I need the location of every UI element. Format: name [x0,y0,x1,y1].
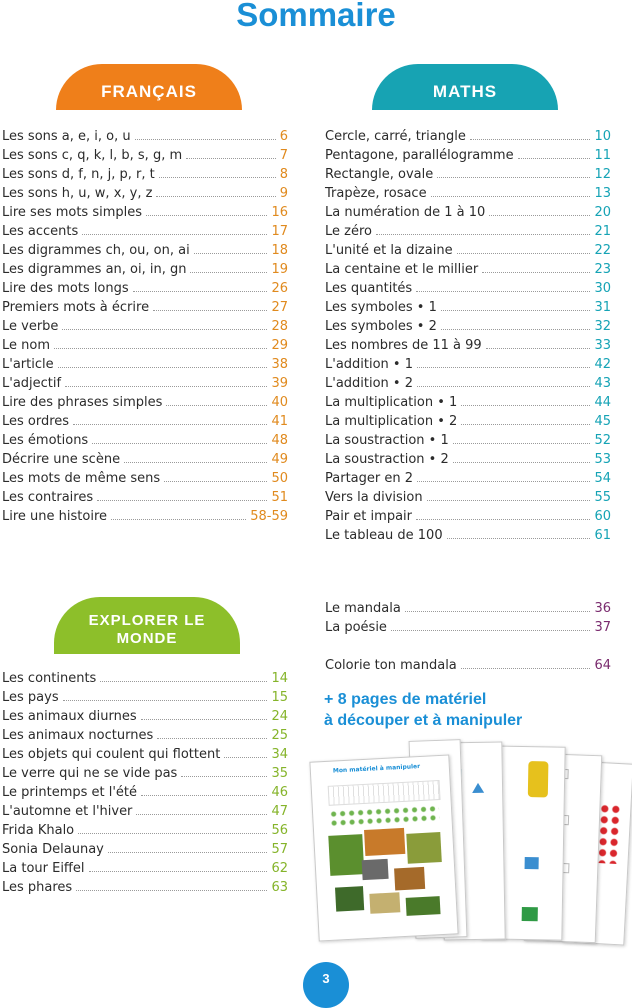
toc-entry-page: 25 [271,728,288,743]
toc-entry-page: 24 [271,709,288,724]
toc-leader-dots [135,139,276,140]
toc-leader-dots [108,852,268,853]
toc-leader-dots [141,795,267,796]
toc-entry-label: Frida Khalo [2,823,75,838]
toc-entry [2,800,288,819]
toc-entry-label: Les objets qui coulent qui flottent [2,747,221,762]
toc-entry [325,372,611,391]
toc-entry [2,201,288,220]
toc-entry-label: La numération de 1 à 10 [325,205,486,220]
toc-entry-page: 17 [271,224,288,239]
toc-entry-label: Cercle, carré, triangle [325,129,466,144]
toc-entry [2,296,288,315]
toc-entry-page: 60 [594,509,611,524]
toc-leader-dots [447,538,591,539]
toc-leader-dots [431,196,591,197]
toc-entry [2,410,288,429]
toc-entry-label: Partager en 2 [325,471,413,486]
toc-entry-page: 51 [271,490,288,505]
toc-entry-label: La multiplication • 2 [325,414,458,429]
toc-entry [2,372,288,391]
toc-entry-label: Lire des mots longs [2,281,129,296]
toc-entry-label: La multiplication • 1 [325,395,458,410]
toc-entry-page: 49 [271,452,288,467]
toc-leader-dots [164,481,267,482]
toc-entry-label: Les symboles • 2 [325,319,437,334]
toc-entry-label: L'automne et l'hiver [2,804,133,819]
toc-leader-dots [111,519,246,520]
toc-leader-dots [181,776,267,777]
toc-entry-page: 28 [271,319,288,334]
toc-leader-dots [453,462,591,463]
toc-entry-label: La poésie [325,620,387,635]
toc-entry [2,838,288,857]
toc-entry [325,391,611,410]
toc-entry-page: 27 [271,300,288,315]
toc-entry [325,616,611,635]
toc-leader-dots [190,272,267,273]
toc-entry-label: Le zéro [325,224,372,239]
toc-entry-label: Les animaux nocturnes [2,728,154,743]
toc-entry [2,220,288,239]
toc-entry-label: Les animaux diurnes [2,709,137,724]
toc-leader-dots [76,890,267,891]
toc-leader-dots [441,310,591,311]
toc-entry [2,163,288,182]
extra-material-note [324,689,624,731]
toc-entry [325,220,611,239]
toc-leader-dots [405,611,591,612]
toc-entry-page: 13 [594,186,611,201]
toc-entry-label: Décrire une scène [2,452,121,467]
toc-entry-page: 29 [271,338,288,353]
toc-leader-dots [73,424,267,425]
toc-entry-page: 38 [271,357,288,372]
toc-entry [2,144,288,163]
toc-entry-label: Lire des phrases simples [2,395,163,410]
toc-leader-dots [157,738,267,739]
toc-entry [2,391,288,410]
toc-entry [325,410,611,429]
toc-entry-label: La tour Eiffel [2,861,85,876]
toc-misc [325,597,611,635]
toc-entry [325,334,611,353]
toc-leader-dots [124,462,267,463]
toc-entry-label: Vers la division [325,490,423,505]
toc-entry-label: La centaine et le millier [325,262,479,277]
toc-leader-dots [166,405,267,406]
toc-entry-label: Les sons a, e, i, o, u [2,129,131,144]
toc-entry [325,486,611,505]
toc-entry-page: 33 [594,338,611,353]
toc-entry-label: Le mandala [325,601,401,616]
toc-entry-label: Les sons h, u, w, x, y, z [2,186,153,201]
toc-entry [325,597,611,616]
toc-leader-dots [376,234,590,235]
toc-entry-label: Trapèze, rosace [325,186,427,201]
toc-entry-label: Le printemps et l'été [2,785,138,800]
sheet-front [309,754,458,941]
toc-leader-dots [133,291,268,292]
toc-leader-dots [141,719,268,720]
toc-entry-page: 15 [271,690,288,705]
toc-entry-page: 20 [594,205,611,220]
toc-entry-page: 21 [594,224,611,239]
toc-entry-label: L'adjectif [2,376,62,391]
toc-entry-label: L'addition • 2 [325,376,414,391]
toc-entry-label: Rectangle, ovale [325,167,434,182]
toc-entry [325,163,611,182]
toc-entry [325,201,611,220]
page-number: 3 [303,962,349,1008]
toc-entry-label: Les accents [2,224,79,239]
toc-entry-label: Les ordres [2,414,70,429]
toc-entry-label: Lire ses mots simples [2,205,143,220]
toc-entry-page: 10 [594,129,611,144]
toc-entry [325,296,611,315]
toc-leader-dots [417,367,590,368]
toc-entry-label: Les continents [2,671,97,686]
toc-entry [325,448,611,467]
toc-entry-page: 53 [594,452,611,467]
toc-entry-page: 6 [279,129,288,144]
toc-entry-page: 14 [271,671,288,686]
toc-entry-label: Les sons c, q, k, l, b, s, g, m [2,148,183,163]
toc-leader-dots [224,757,267,758]
toc-entry [2,429,288,448]
toc-entry [325,505,611,524]
toc-entry [325,429,611,448]
toc-entry-page: 7 [279,148,288,163]
toc-leader-dots [100,681,267,682]
toc-entry-page: 39 [271,376,288,391]
toc-entry [2,876,288,895]
toc-leader-dots [186,158,276,159]
toc-leader-dots [54,348,267,349]
toc-leader-dots [78,833,267,834]
toc-entry [325,258,611,277]
toc-entry-label: Colorie ton mandala [325,658,457,673]
toc-entry-label: Les symboles • 1 [325,300,437,315]
toc-entry-label: Les mots de même sens [2,471,161,486]
toc-entry-page: 61 [594,528,611,543]
toc-entry-page: 19 [271,262,288,277]
toc-entry [2,277,288,296]
toc-entry [2,182,288,201]
toc-entry-page: 36 [594,601,611,616]
toc-entry [2,448,288,467]
toc-entry [2,762,288,781]
toc-leader-dots [453,443,591,444]
toc-entry-label: Les nombres de 11 à 99 [325,338,482,353]
toc-entry-label: Le verre qui ne se vide pas [2,766,178,781]
toc-entry [325,144,611,163]
toc-entry-page: 18 [271,243,288,258]
toc-entry-page: 12 [594,167,611,182]
tab-maths: MATHS [372,64,558,110]
toc-entry-page: 64 [594,658,611,673]
toc-entry-label: L'article [2,357,54,372]
toc-entry-page: 50 [271,471,288,486]
tab-explorer-line1: EXPLORER LE [88,612,206,629]
toc-entry-label: Pair et impair [325,509,412,524]
toc-entry [325,239,611,258]
toc-leader-dots [156,196,275,197]
toc-entry-page: 52 [594,433,611,448]
toc-entry-page: 58-59 [250,509,288,524]
toc-entry-page: 35 [271,766,288,781]
page-title: Sommaire [236,0,396,33]
toc-entry-label: Le tableau de 100 [325,528,443,543]
toc-entry-page: 57 [271,842,288,857]
sheet-front-title: Mon matériel à manipuler [332,763,421,775]
toc-entry-page: 16 [271,205,288,220]
toc-entry [2,857,288,876]
toc-entry [2,334,288,353]
toc-leader-dots [194,253,268,254]
toc-leader-dots [62,329,267,330]
toc-entry-label: Lire une histoire [2,509,107,524]
tab-explorer-le-monde [54,597,240,654]
toc-entry-page: 43 [594,376,611,391]
tab-explorer-line2: MONDE [116,630,178,647]
toc-entry-page: 45 [594,414,611,429]
toc-entry-page: 23 [594,262,611,277]
toc-entry-label: La soustraction • 2 [325,452,449,467]
toc-entry-page: 40 [271,395,288,410]
toc-entry-label: Sonia Delaunay [2,842,104,857]
toc-entry [325,353,611,372]
tab-francais: FRANÇAIS [56,64,242,110]
toc-entry [325,654,611,673]
toc-leader-dots [441,329,591,330]
toc-entry [2,315,288,334]
toc-leader-dots [489,215,590,216]
toc-entry [325,182,611,201]
toc-entry [2,705,288,724]
toc-leader-dots [417,386,590,387]
toc-leader-dots [482,272,590,273]
toc-leader-dots [437,177,590,178]
toc-entry [325,125,611,144]
toc-entry [2,353,288,372]
toc-leader-dots [89,871,268,872]
toc-entry-label: L'unité et la dizaine [325,243,453,258]
toc-entry-page: 9 [279,186,288,201]
toc-leader-dots [461,424,590,425]
toc-entry-page: 55 [594,490,611,505]
toc-leader-dots [391,630,591,631]
toc-entry [2,667,288,686]
toc-leader-dots [427,500,591,501]
toc-entry-page: 48 [271,433,288,448]
toc-entry-label: Les phares [2,880,73,895]
toc-leader-dots [461,405,590,406]
toc-entry-label: Les quantités [325,281,413,296]
toc-leader-dots [136,814,267,815]
extra-line1: + 8 pages de matériel [324,691,487,708]
toc-leader-dots [486,348,591,349]
toc-entry-label: Les pays [2,690,59,705]
toc-entry-label: Les émotions [2,433,89,448]
toc-explorer [2,667,288,895]
toc-entry-page: 32 [594,319,611,334]
toc-entry-page: 31 [594,300,611,315]
toc-misc-mandala [325,654,611,673]
toc-leader-dots [461,668,591,669]
toc-leader-dots [159,177,276,178]
toc-entry-page: 26 [271,281,288,296]
toc-entry-label: La soustraction • 1 [325,433,449,448]
toc-entry-page: 44 [594,395,611,410]
toc-entry-page: 56 [271,823,288,838]
toc-francais [2,125,288,524]
toc-entry [2,486,288,505]
toc-entry-label: Le verbe [2,319,59,334]
toc-maths [325,125,611,543]
toc-leader-dots [470,139,591,140]
toc-entry-page: 54 [594,471,611,486]
toc-entry-label: Les digrammes an, oi, in, gn [2,262,187,277]
toc-entry-page: 8 [279,167,288,182]
toc-entry [2,686,288,705]
toc-entry [2,743,288,762]
toc-entry-label: Premiers mots à écrire [2,300,150,315]
toc-entry-page: 30 [594,281,611,296]
toc-entry [2,125,288,144]
toc-leader-dots [146,215,267,216]
toc-leader-dots [82,234,267,235]
toc-entry [2,724,288,743]
extra-line2: à découper et à manipuler [324,712,523,729]
toc-entry [325,524,611,543]
toc-leader-dots [58,367,268,368]
toc-entry-label: Les contraires [2,490,94,505]
toc-entry [325,467,611,486]
toc-entry [325,277,611,296]
toc-entry-page: 63 [271,880,288,895]
toc-entry [2,781,288,800]
toc-entry-page: 11 [594,148,611,163]
toc-leader-dots [457,253,591,254]
toc-entry [325,315,611,334]
toc-leader-dots [65,386,267,387]
toc-entry [2,239,288,258]
toc-entry-page: 42 [594,357,611,372]
toc-entry [2,505,288,524]
toc-entry-page: 34 [271,747,288,762]
toc-entry [2,467,288,486]
toc-leader-dots [97,500,267,501]
toc-leader-dots [153,310,267,311]
toc-entry [2,819,288,838]
toc-leader-dots [417,481,590,482]
toc-entry-page: 47 [271,804,288,819]
toc-entry-label: Pentagone, parallélogramme [325,148,514,163]
toc-entry-label: Les digrammes ch, ou, on, ai [2,243,190,258]
toc-entry-page: 41 [271,414,288,429]
toc-leader-dots [63,700,268,701]
toc-entry [2,258,288,277]
toc-leader-dots [518,158,591,159]
toc-leader-dots [92,443,267,444]
toc-entry-page: 46 [271,785,288,800]
material-sheets-illustration [312,740,632,945]
toc-entry-label: L'addition • 1 [325,357,414,372]
toc-entry-page: 22 [594,243,611,258]
toc-entry-label: Le nom [2,338,51,353]
toc-leader-dots [416,291,590,292]
toc-leader-dots [416,519,590,520]
toc-entry-page: 37 [594,620,611,635]
toc-entry-page: 62 [271,861,288,876]
toc-entry-label: Les sons d, f, n, j, p, r, t [2,167,155,182]
